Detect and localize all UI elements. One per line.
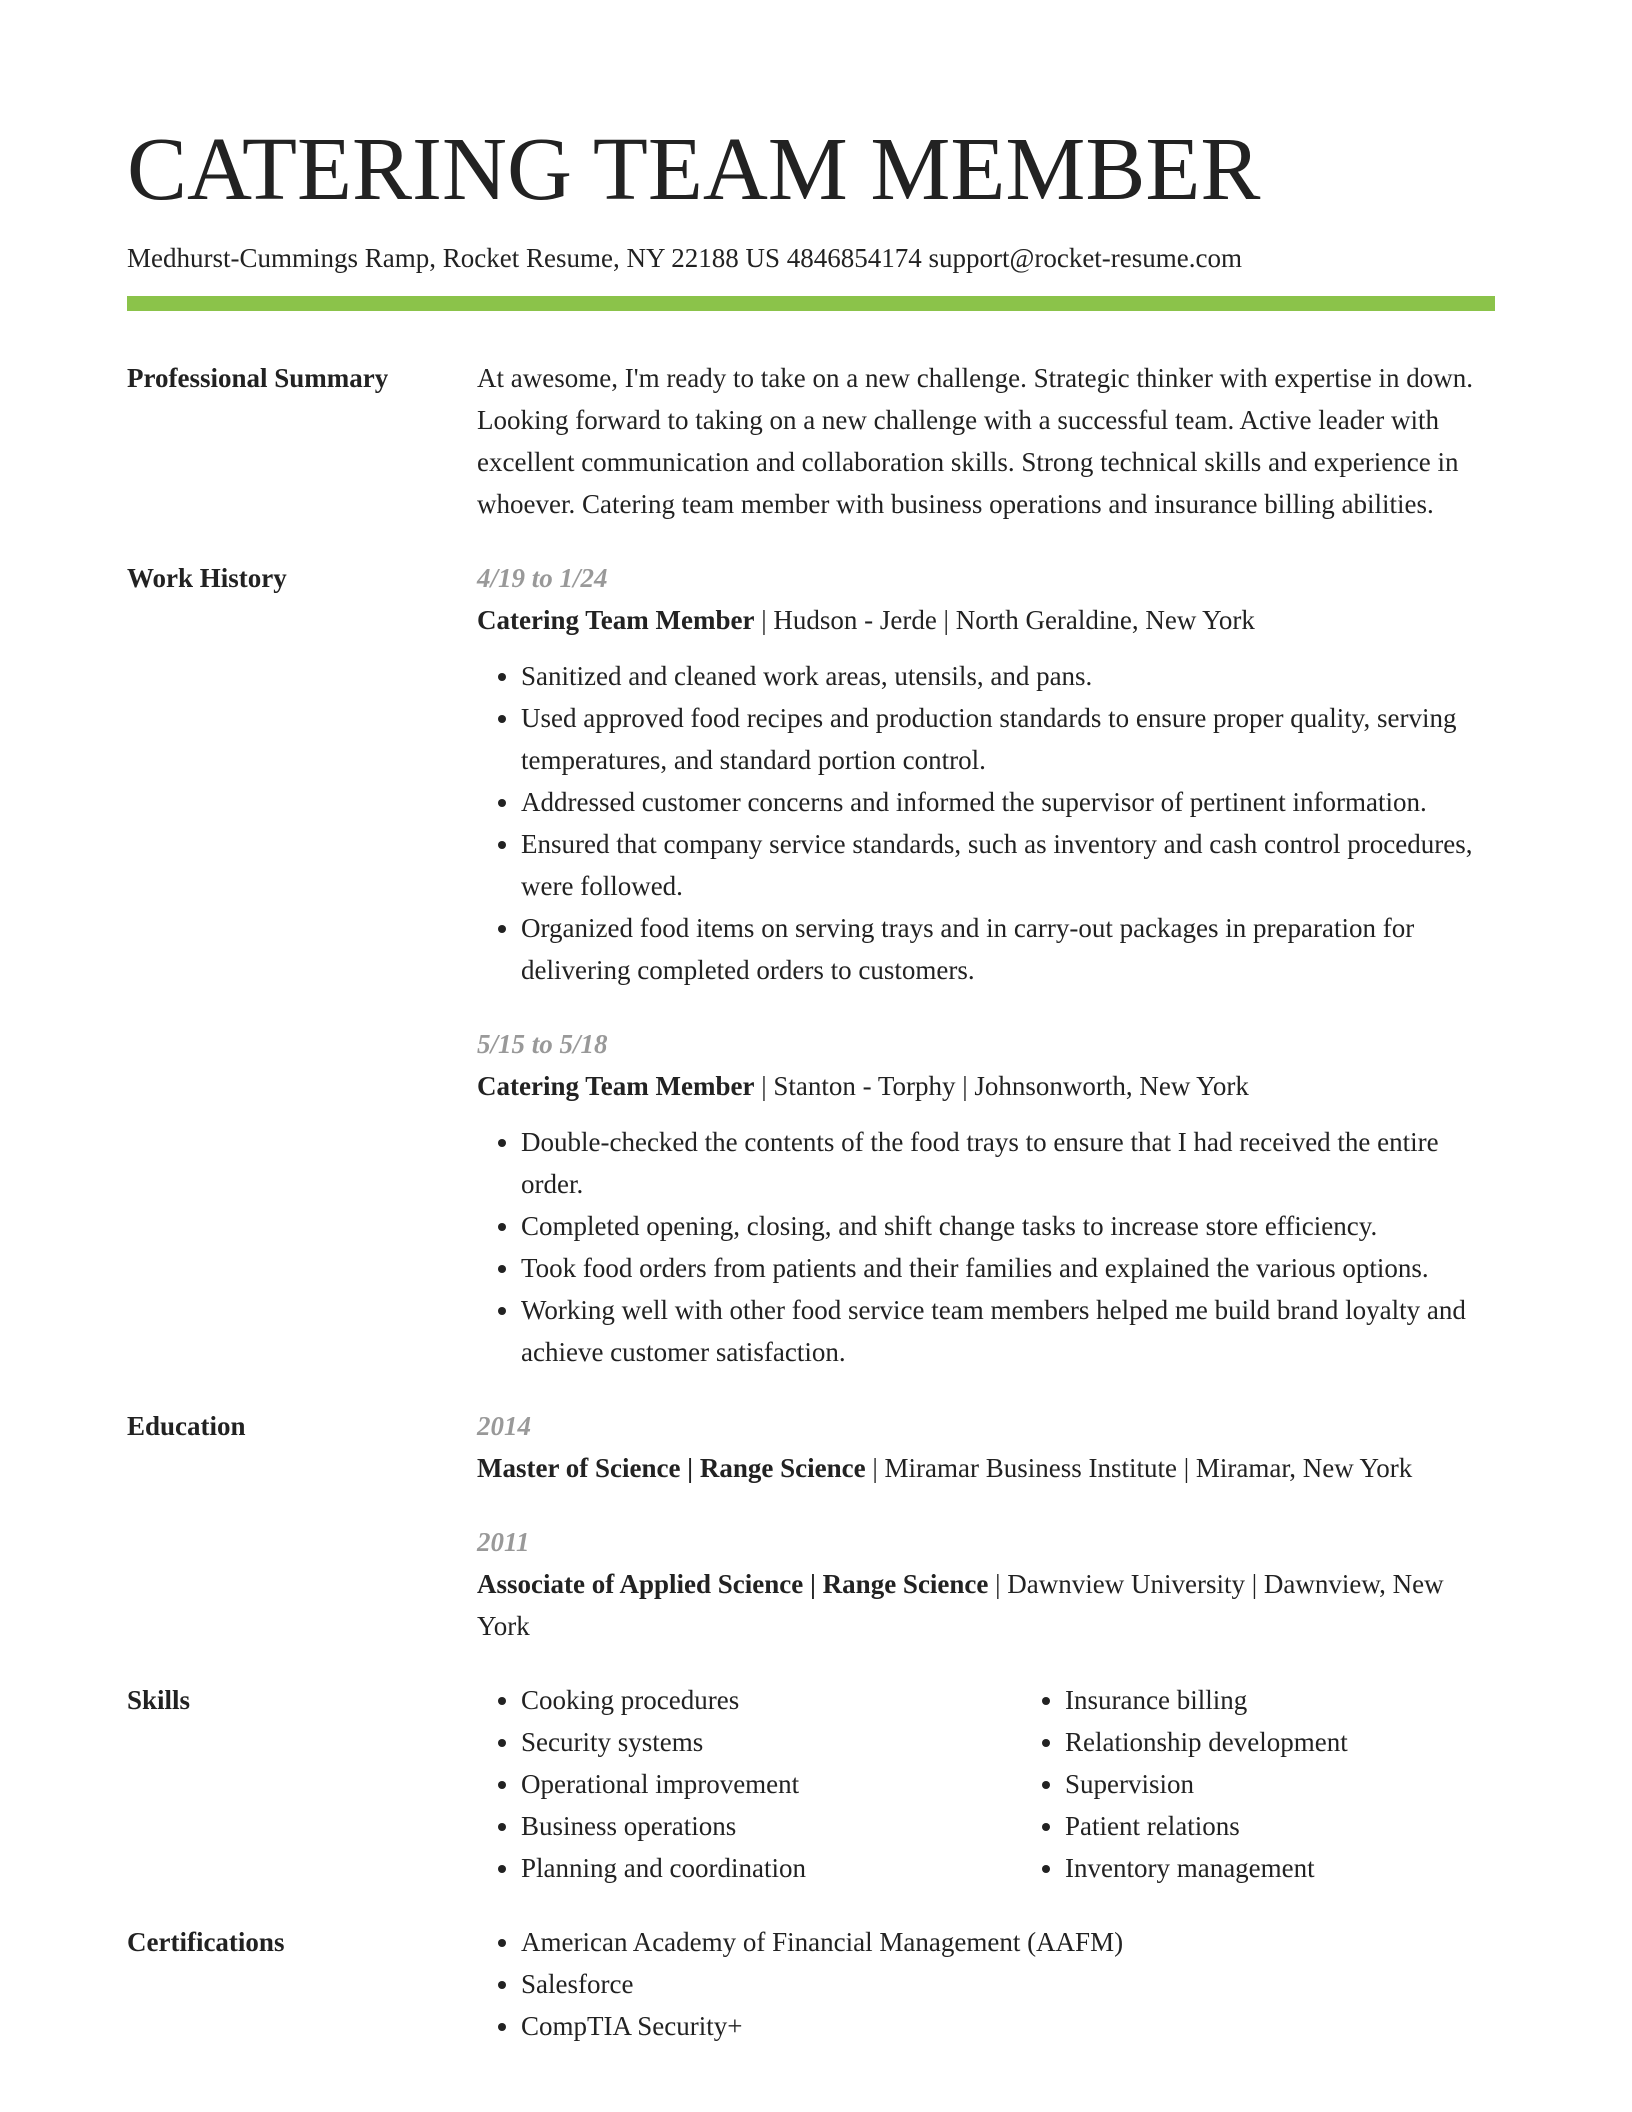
job-details: | Stanton - Torphy | Johnsonworth, New York xyxy=(754,1071,1249,1101)
job-date: 4/19 to 1/24 xyxy=(477,563,608,593)
skills-grid xyxy=(477,1679,1565,1889)
skill-item: • Relationship development xyxy=(1065,1721,1565,1763)
skills-label: Skills xyxy=(127,1685,191,1715)
job-role-line xyxy=(477,1065,1495,1107)
job-role-line xyxy=(477,599,1495,641)
skill-item: • Business operations xyxy=(521,1805,1021,1847)
education-details: | Miramar Business Institute | Miramar, New York xyxy=(865,1453,1413,1483)
education-entry xyxy=(477,1521,1495,1647)
job-title: Catering Team Member xyxy=(477,1071,755,1101)
certification-item: • CompTIA Security+ xyxy=(521,2005,1495,2047)
candidate-name: CATERING TEAM MEMBER xyxy=(127,120,1261,219)
certifications-list xyxy=(477,1921,1495,2047)
contact-line xyxy=(127,240,1495,276)
skill-item: • Patient relations xyxy=(1065,1805,1565,1847)
job-bullet: • Ensured that company service standards, such as inventory and cash control procedures, were followed. xyxy=(521,823,1495,907)
resume-page xyxy=(127,120,1495,2047)
job-bullet: • Used approved food recipes and production standards to ensure proper quality, serving temperatures, and standard portion control. xyxy=(521,697,1495,781)
summary-text: At awesome, I'm ready to take on a new challenge. Strategic thinker with expertise in down. Looking forward to taking on a new challenge with a successful team. Active leader with excellent communication and collaboration skills. Strong technical skills and experience in whoever. Catering team member with business operations and insurance billing abilities. xyxy=(477,363,1474,519)
education-degree: Associate of Applied Science | Range Science xyxy=(477,1569,989,1599)
skills-column-2 xyxy=(1021,1679,1565,1889)
education-label: Education xyxy=(127,1411,246,1441)
skill-item: • Inventory management xyxy=(1065,1847,1565,1889)
contact-address: Medhurst-Cummings Ramp, Rocket Resume, NY 22188 US xyxy=(127,243,780,273)
education-section xyxy=(127,1405,1495,1647)
skill-item: • Supervision xyxy=(1065,1763,1565,1805)
skill-item: • Cooking procedures xyxy=(521,1679,1021,1721)
job-bullet: • Addressed customer concerns and informed the supervisor of pertinent information. xyxy=(521,781,1495,823)
job-title: Catering Team Member xyxy=(477,605,755,635)
certification-item: • American Academy of Financial Management (AAFM) xyxy=(521,1921,1495,1963)
skill-item: • Insurance billing xyxy=(1065,1679,1565,1721)
summary-section xyxy=(127,357,1495,525)
education-entry xyxy=(477,1405,1495,1489)
accent-divider xyxy=(127,296,1495,311)
job-bullet: • Took food orders from patients and their families and explained the various options. xyxy=(521,1247,1495,1289)
contact-email: support@rocket-resume.com xyxy=(928,243,1243,273)
skills-section xyxy=(127,1679,1495,1889)
job-bullets xyxy=(477,1121,1495,1373)
job-bullet: • Sanitized and cleaned work areas, utensils, and pans. xyxy=(521,655,1495,697)
education-year: 2014 xyxy=(477,1411,531,1441)
skill-item: • Planning and coordination xyxy=(521,1847,1021,1889)
job-bullet: • Completed opening, closing, and shift change tasks to increase store efficiency. xyxy=(521,1205,1495,1247)
certification-item: • Salesforce xyxy=(521,1963,1495,2005)
job-date: 5/15 to 5/18 xyxy=(477,1029,608,1059)
job-bullet: • Organized food items on serving trays and in carry-out packages in preparation for delivering completed orders to customers. xyxy=(521,907,1495,991)
summary-label: Professional Summary xyxy=(127,363,389,393)
certifications-label: Certifications xyxy=(127,1927,285,1957)
contact-phone: 4846854174 xyxy=(786,243,922,273)
work-history-section xyxy=(127,557,1495,1373)
work-history-label: Work History xyxy=(127,563,287,593)
skill-item: • Operational improvement xyxy=(521,1763,1021,1805)
certifications-section xyxy=(127,1921,1495,2047)
job-bullets xyxy=(477,655,1495,991)
education-degree: Master of Science | Range Science xyxy=(477,1453,866,1483)
job-entry xyxy=(477,1023,1495,1373)
education-year: 2011 xyxy=(477,1527,530,1557)
skills-column-1 xyxy=(477,1679,1021,1889)
skill-item: • Security systems xyxy=(521,1721,1021,1763)
job-details: | Hudson - Jerde | North Geraldine, New York xyxy=(754,605,1255,635)
education-details: | Dawnview University | Dawnview, New York xyxy=(477,1569,1444,1641)
job-bullet: • Working well with other food service team members helped me build brand loyalty and achieve customer satisfaction. xyxy=(521,1289,1495,1373)
job-entry xyxy=(477,557,1495,991)
job-bullet: • Double-checked the contents of the food trays to ensure that I had received the entire order. xyxy=(521,1121,1495,1205)
